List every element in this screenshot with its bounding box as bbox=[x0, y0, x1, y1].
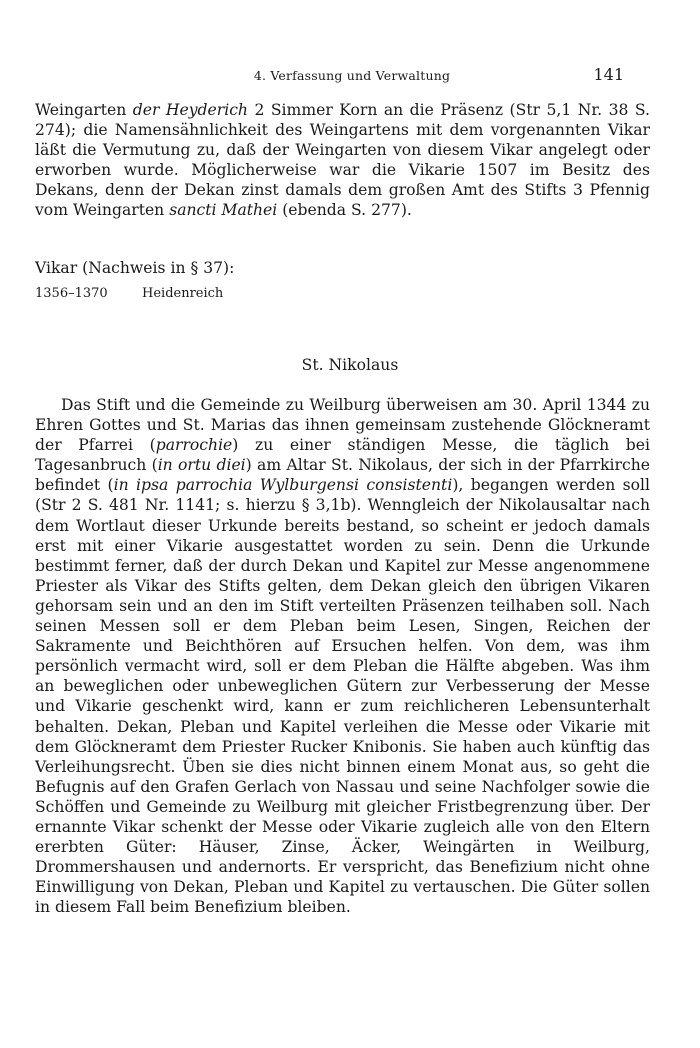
text-run: Das Stift und die Gemeinde zu Weilburg überweisen am 30. April 1344 zu Ehren Gottes und St. Marias das ihnen gemeinsam zustehende Glöckneramt der Pfarrei ( bbox=[35, 396, 650, 455]
text-run: Weingarten bbox=[35, 101, 133, 119]
text-run: ) am Altar St. Nikolaus, der sich in der Pfarrkirche befindet ( bbox=[35, 456, 650, 495]
vicar-entry bbox=[35, 286, 223, 301]
paragraph-weingarten bbox=[35, 100, 650, 221]
vicar-heading: Vikar (Nachweis in § 37): bbox=[35, 259, 235, 277]
italic-term: in ipsa parrochia Wylburgensi consistenti bbox=[113, 476, 453, 495]
section-heading: St. Nikolaus bbox=[301, 356, 399, 374]
page-number: 141 bbox=[593, 65, 624, 84]
vicar-name: Heidenreich bbox=[142, 286, 224, 301]
text-run: ), begangen werden soll (Str 2 S. 481 Nr. 1141; s. hierzu § 3,1b). Wenngleich der Nikolausaltar nach dem Wortlaut dieser Urkunde bereits bestand, so scheint er jedoch damals erst mit einer Vikarie ausgestattet worden zu sein. Denn die Urkunde bestimmt ferner, daß der durch Dekan und Kapitel zur Messe angenommene Priester als Vikar des Stifts gelten, dem Dekan gleich den übrigen Vikaren gehorsam sein und an den im Stift verteilten Präsenzen teilhaben soll. Nach seinen Messen soll er dem Pleban beim Lesen, Singen, Reichen der Sakramente und Beichthören auf Ersuchen helfen. Von dem, was ihm persönlich vermacht wird, soll er dem Pleban die Hälfte abgeben. Was ihm an beweglichen oder unbeweglichen Gütern zur Verbesserung der Messe und Vikarie geschenkt wird, kann er zum reichlicheren Lebensunterhalt behalten. Dekan, Pleban und Kapitel verleihen die Messe oder Vikarie mit dem Glöckneramt dem Priester Rucker Knibonis. Sie haben auch künftig das Verleihungsrecht. Üben sie dies nicht binnen einem Monat aus, so geht die Befugnis auf den Grafen Gerlach von Nassau und seine Nachfolger sowie die Schöffen und Gemeinde zu Weilburg mit gleicher Fristbegrenzung über. Der ernannte Vikar schenkt der Messe oder Vikarie zugleich alle von den Eltern ererbten Güter: Häuser, Zinse, Äcker, Weingärten in Weilburg, Drommershausen und andernorts. Er verspricht, das Benefizium nicht ohne Einwilligung von Dekan, Pleban und Kapitel zu vertauschen. Die Güter sollen in diesem Fall beim Benefizium bleiben. bbox=[35, 476, 651, 917]
italic-term: in ortu diei bbox=[157, 456, 246, 475]
vicar-years: 1356–1370 bbox=[35, 286, 108, 301]
running-head bbox=[62, 66, 642, 86]
italic-term: der Heyderich bbox=[132, 101, 248, 119]
italic-term: sancti Mathei bbox=[169, 201, 278, 220]
running-title: 4. Verfassung und Verwaltung bbox=[253, 68, 451, 83]
text-run: ) zu einer ständigen Messe, die täglich bei Tagesanbruch ( bbox=[35, 436, 650, 475]
italic-term: parrochie bbox=[155, 436, 233, 455]
text-run: (ebenda S. 277). bbox=[277, 201, 412, 220]
paragraph-nikolaus bbox=[35, 395, 650, 917]
text-run: 2 Simmer Korn an die Präsenz (Str 5,1 Nr. 38 S. 274); die Namensähnlichkeit des Weingartens mit dem vorgenannten Vikar läßt die Vermutung zu, daß der Weingarten von diesem Vikar angelegt oder erworben wurde. Möglicherweise war die Vikarie 1507 im Besitz des Dekans, denn der Dekan zinst damals dem großen Amt des Stifts 3 Pfennig vom Weingarten bbox=[35, 101, 651, 220]
